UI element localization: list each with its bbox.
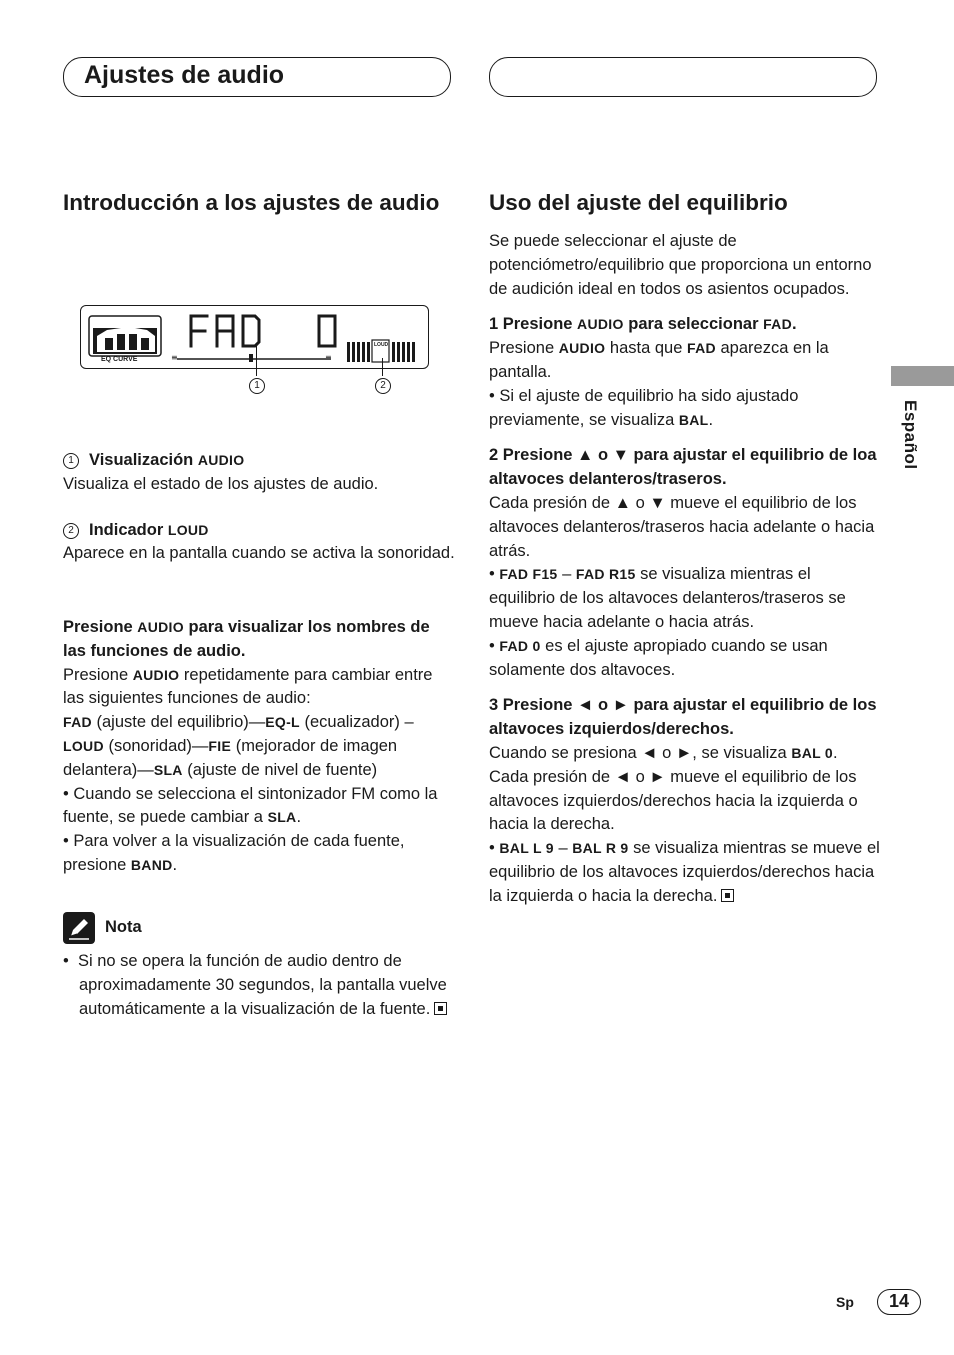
step-1 [489, 313, 881, 432]
step-2-heading: 2 Presione ▲ o ▼ para ajustar el equilibrio de loa altavoces delanteros/traseros. [489, 446, 877, 489]
left-column [63, 188, 453, 218]
press-bullet-1: • Cuando se selecciona el sintonizador FM como la fuente, se puede cambiar a SLA. [63, 784, 438, 827]
loud-label: LOUD [374, 342, 389, 348]
header-title-box [63, 57, 451, 97]
page-number: 14 [877, 1289, 921, 1315]
eq-curve-label: EQ CURVE [101, 356, 138, 363]
legend-desc-2: Aparece en la pantalla cuando se activa la sonoridad. [63, 544, 455, 563]
note-text-row: • Si no se opera la función de audio dentro de aproximadamente 30 segundos, la pantalla vuelve automáticamente a la visualización de la fuente. [63, 952, 447, 1018]
end-mark-icon [721, 889, 734, 902]
language-tab [891, 366, 954, 386]
step-2-bullet-1: • FAD F15 – FAD R15 se visualiza mientras el equilibrio de los altavoces delanteros/traseros se mueve hacia adelante o hacia atrás. [489, 565, 846, 631]
step-1-body: Presione AUDIO hasta que FAD aparezca en la pantalla. [489, 339, 829, 381]
legend-num-1: 1 [63, 453, 79, 469]
legend-item-1 [63, 449, 455, 497]
footer-language-code: Sp [836, 1294, 854, 1310]
right-column [489, 188, 881, 909]
lcd-segment-text [191, 316, 335, 346]
language-label: Español [901, 400, 920, 470]
legend-title-2: Indicador [89, 520, 168, 539]
balance-intro: Se puede seleccionar el ajuste de potenciómetro/equilibrio que proporciona un entorno de audición ideal en todos os asientos ocupados. [489, 232, 872, 298]
step-2-bullet-2: • FAD 0 es el ajuste apropiado cuando se usan solamente dos altavoces. [489, 636, 828, 679]
callout-2: 2 [375, 378, 391, 394]
step-2-body: Cada presión de ▲ o ▼ mueve el equilibrio de los altavoces delanteros/traseros hacia adelante o hacia atrás. [489, 493, 875, 560]
callout-1: 1 [249, 378, 265, 394]
step-2 [489, 444, 881, 682]
legend-title-sc-2: LOUD [167, 521, 209, 538]
step-1-bullet: • Si el ajuste de equilibrio ha sido ajustado previamente, se visualiza BAL. [489, 386, 799, 429]
step-3-bullet: • BAL L 9 – BAL R 9 se visualiza mientras se mueve el equilibrio de los altavoces izquierdos/derechos hacia la izquierda o hacia la derecha. [489, 839, 880, 905]
note-section [63, 912, 455, 1021]
legend-list [63, 449, 455, 566]
svg-text:≡: ≡ [171, 353, 178, 362]
legend-title-sc-1: AUDIO [197, 452, 245, 468]
note-label: Nota [105, 918, 142, 937]
press-audio-section [63, 616, 455, 878]
press-audio-body: Presione AUDIO repetidamente para cambiar entre las siguientes funciones de audio: [63, 665, 433, 708]
legend-item-2 [63, 519, 455, 567]
lcd-display [80, 305, 429, 369]
legend-desc-1: Visualiza el estado de los ajustes de audio. [63, 474, 379, 493]
legend-num-2: 2 [63, 523, 79, 539]
press-bullet-2: • Para volver a la visualización de cada fuente, presione BAND. [63, 832, 405, 874]
step-3-heading: 3 Presione ◄ o ► para ajustar el equilibrio de los altavoces izquierdos/derechos. [489, 696, 877, 739]
page-title: Ajustes de audio [84, 61, 285, 89]
header-empty-box [489, 57, 877, 97]
step-1-heading: 1 Presione AUDIO para seleccionar FAD. [489, 315, 797, 334]
callout-line-2 [382, 358, 383, 376]
legend-title-1: Visualización [89, 451, 198, 469]
note-text: Si no se opera la función de audio dentro de aproximadamente 30 segundos, la pantalla vuelve automáticamente a la visualización de la fuente. [77, 952, 447, 1018]
step-3 [489, 694, 881, 908]
end-mark-icon [434, 1002, 447, 1015]
callout-line-1 [256, 346, 257, 376]
section-heading-intro: Introducción a los ajustes de audio [63, 190, 440, 215]
press-audio-heading: Presione AUDIO para visualizar los nombres de las funciones de audio. [63, 618, 430, 660]
audio-functions-list: FAD (ajuste del equilibrio)—EQ-L (ecualizador) – LOUD (sonoridad)—FIE (mejorador de imagen delantera)—SLA (ajuste de nivel de fuente) [63, 713, 414, 779]
note-pencil-icon [63, 912, 95, 944]
section-heading-balance: Uso del ajuste del equilibrio [489, 190, 788, 215]
step-3-body: Cuando se presiona ◄ o ►, se visualiza BAL 0. Cada presión de ◄ o ► mueve el equilibrio de los altavoces izquierdos/derechos hacia la izquierda o hacia la derecha. [489, 743, 858, 834]
svg-text:≡: ≡ [325, 353, 332, 362]
